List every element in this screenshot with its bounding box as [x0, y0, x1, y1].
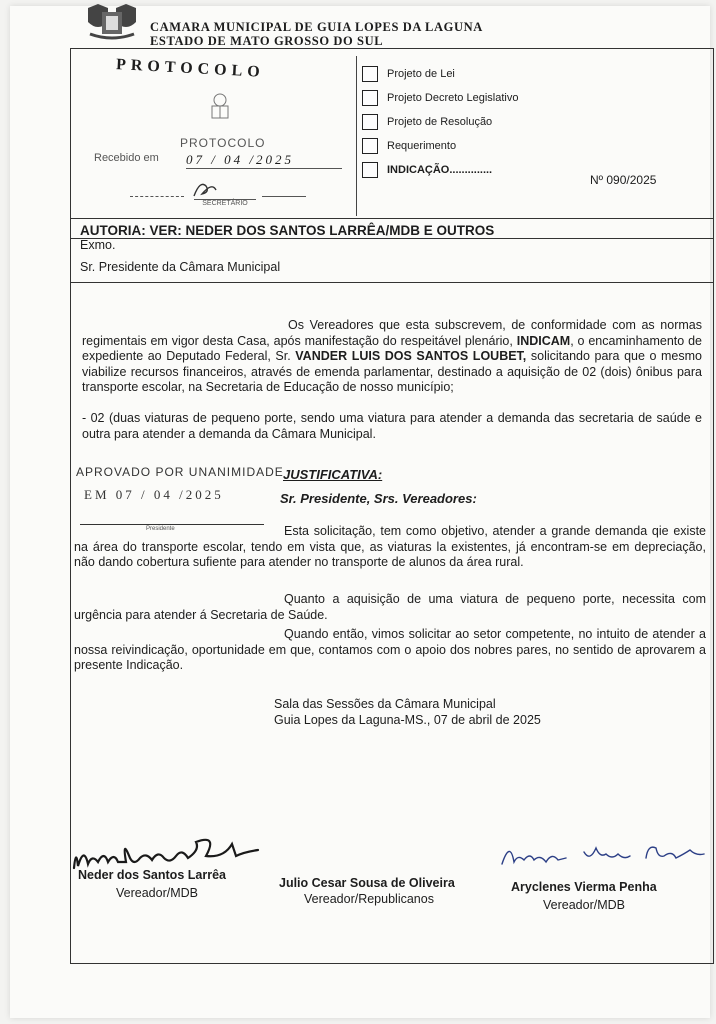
president-label: Presidente [146, 526, 175, 532]
signatory-name: Julio Cesar Sousa de Oliveira [279, 876, 455, 890]
text-segment: solicitando para que o mesmo viabilize recursos financeiros, através de emenda parlamentar, destinado a aquisição de 02 (dois) ônibus para transporte escolar, na Secretaria de Educação de nosso município; [82, 349, 702, 394]
justification-greeting: Sr. Presidente, Srs. Vereadores: [280, 491, 477, 506]
checklist-label: Projeto Decreto Legislativo [387, 92, 519, 104]
divider [70, 218, 714, 219]
stamp-protocol-label: PROTOCOLO [180, 136, 266, 150]
checklist-label: Requerimento [387, 140, 457, 152]
secretary-initials-icon [190, 178, 220, 200]
signatory-role: Vereador/Republicanos [304, 892, 434, 906]
checklist-label: INDICAÇÃO.............. [387, 164, 493, 176]
stamp-seal-icon [206, 92, 234, 122]
closing-date: Guia Lopes da Laguna-MS., 07 de abril de 2025 [274, 713, 541, 727]
salutation-recipient: Sr. Presidente da Câmara Municipal [80, 260, 281, 274]
justification-title: JUSTIFICATIVA: [283, 467, 383, 482]
divider [70, 282, 714, 283]
request-paragraph [82, 318, 702, 396]
justification-paragraph: Quando então, vimos solicitar ao setor competente, no intuito de atender a nossa reivindicação, oportunidade em que, contamos com o apoio dos nobres pares, no sentido de aprovarem a presente Indicação. [74, 627, 706, 672]
text-segment: Os Vereadores que esta subscrevem, de conformidade com as normas regimentais em vigor desta Casa, após manifestação do respeitável plenário, [82, 318, 702, 348]
municipal-crest-icon [84, 2, 140, 40]
request-item: - 02 (duas viaturas de pequeno porte, sendo uma viatura para atender a demanda das secretaria de saúde e outra para atender a demanda da Câmara Municipal. [82, 411, 702, 441]
text-segment: , o encaminhamento de expediente ao Deputado Federal, Sr. [82, 333, 703, 363]
authorship-line: AUTORIA: VER: NEDER DOS SANTOS LARRÊA/MDB E OUTROS [80, 223, 495, 238]
handwritten-signature-aryclenes [496, 836, 710, 872]
signatory-name: Neder dos Santos Larrêa [78, 868, 226, 882]
secretary-label: SECRETÁRIO [194, 199, 256, 207]
chamber-name: CAMARA MUNICIPAL DE GUIA LOPES DA LAGUNA [150, 20, 483, 34]
signatory-role: Vereador/MDB [543, 898, 625, 912]
document-type-checklist [362, 62, 518, 182]
justification-paragraph: Esta solicitação, tem como objetivo, atender a grande demanda qie existe na área do transporte escolar, tendo em vista que, as viaturas la existentes, já encontram-se em depreciação, não dando cobertura sufiente para atender no transporte de alunos da área rural. [74, 524, 706, 569]
checkbox[interactable] [362, 90, 378, 106]
received-date: 07 / 04 /2025 [186, 152, 342, 169]
state-name: ESTADO DE MATO GROSSO DO SUL [150, 34, 384, 48]
checklist-item[interactable] [362, 158, 518, 182]
closing-place: Sala das Sessões da Câmara Municipal [274, 697, 496, 711]
checklist-item[interactable] [362, 86, 518, 110]
checkbox[interactable] [362, 162, 378, 178]
signatory-name: Aryclenes Vierma Penha [511, 880, 657, 894]
signatory-role: Vereador/MDB [116, 886, 198, 900]
checklist-item[interactable] [362, 110, 518, 134]
stamp-line [130, 196, 184, 197]
checklist-label: Projeto de Resolução [387, 116, 493, 128]
approval-stamp: APROVADO POR UNANIMIDADE [76, 465, 284, 479]
document-number: Nº 090/2025 [590, 173, 657, 187]
checklist-item[interactable] [362, 62, 518, 86]
checkbox[interactable] [362, 114, 378, 130]
divider [70, 238, 714, 239]
stamp-line [262, 196, 306, 197]
protocol-title: PROTOCOLO [115, 56, 266, 81]
checkbox[interactable] [362, 66, 378, 82]
checklist-label: Projeto de Lei [387, 68, 455, 80]
bold-segment: INDICAM [516, 333, 571, 348]
justification-paragraph: Quanto a aquisição de uma viatura de pequeno porte, necessita com urgência para atender á Secretaria de Saúde. [74, 592, 706, 622]
approval-date: EM 07 / 04 /2025 [84, 487, 224, 502]
checkbox[interactable] [362, 138, 378, 154]
received-label: Recebido em [94, 152, 159, 164]
checklist-item[interactable] [362, 134, 518, 158]
salutation-title: Exmo. [80, 238, 116, 252]
bold-segment: VANDER LUIS DOS SANTOS LOUBET, [295, 349, 527, 363]
